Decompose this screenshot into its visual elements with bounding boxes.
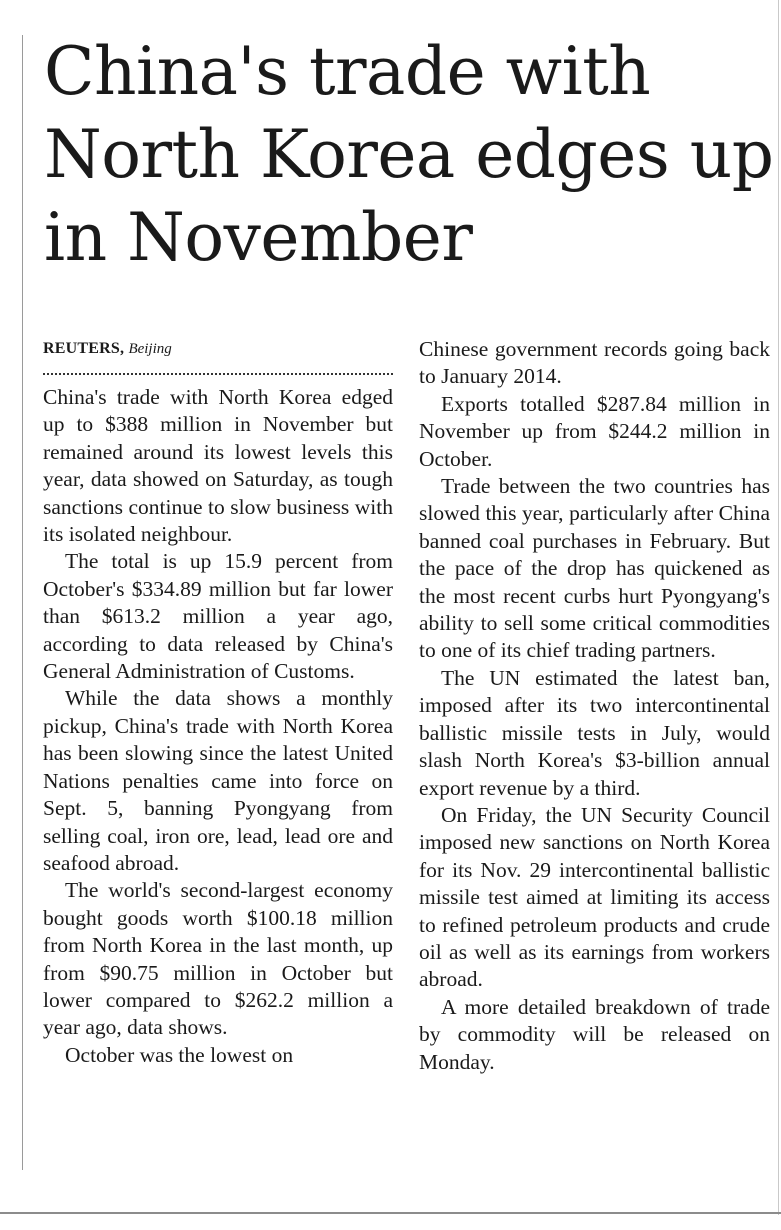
article-column-right — [419, 336, 770, 1076]
paragraph: Chinese government records going back to January 2014. — [419, 337, 770, 389]
article-headline: China's trade with North Korea edges up in November — [44, 33, 774, 276]
paragraph: October was the lowest on — [65, 1042, 294, 1067]
byline — [43, 336, 393, 361]
paragraph: Exports totalled $287.84 million in November up from $244.2 million in October. — [419, 391, 770, 471]
byline-agency: REUTERS, — [43, 340, 125, 357]
paragraph: A more detailed breakdown of trade by commodity will be released on Monday. — [419, 994, 770, 1074]
paragraph: The UN estimated the latest ban, imposed after its two intercontinental ballistic missile tests in July, would slash North Korea's $3-billion annual export revenue by a third. — [419, 665, 770, 800]
page-bottom-rule — [0, 1212, 781, 1214]
paragraph: China's trade with North Korea edged up to $388 million in November but remained around its lowest levels this year, data showed on Saturday, as tough sanctions continue to slow business with its isolated neighbour. — [43, 385, 393, 547]
byline-divider — [43, 365, 393, 375]
byline-place: Beijing — [128, 341, 172, 357]
paragraph: The total is up 15.9 percent from October's $334.89 million but far lower than $613.2 million a year ago, according to data released by China's General Administration of Customs. — [43, 549, 393, 684]
paragraph: While the data shows a monthly pickup, China's trade with North Korea has been slowing since the latest United Nations penalties came into force on Sept. 5, banning Pyongyang from selling coal, iron ore, lead, lead ore and seafood abroad. — [43, 686, 393, 875]
paragraph: On Friday, the UN Security Council imposed new sanctions on North Korea for its Nov. 29 intercontinental ballistic missile test aimed at limiting its access to refined petroleum products and crude oil as well as its earnings from workers abroad. — [419, 802, 770, 992]
paragraph: Trade between the two countries has slowed this year, particularly after China banned coal purchases in February. But the pace of the drop has quickened as the most recent curbs hurt Pyongyang's ability to sell some critical commodities to one of its chief trading partners. — [419, 474, 770, 663]
article-column-left — [43, 336, 393, 1069]
right-edge-rule — [778, 0, 779, 1215]
left-column-rule — [22, 35, 23, 1170]
paragraph: The world's second-largest economy bought goods worth $100.18 million from North Korea in the last month, up from $90.75 million in October but lower compared to $262.2 million a year ago, data shows. — [43, 878, 393, 1040]
